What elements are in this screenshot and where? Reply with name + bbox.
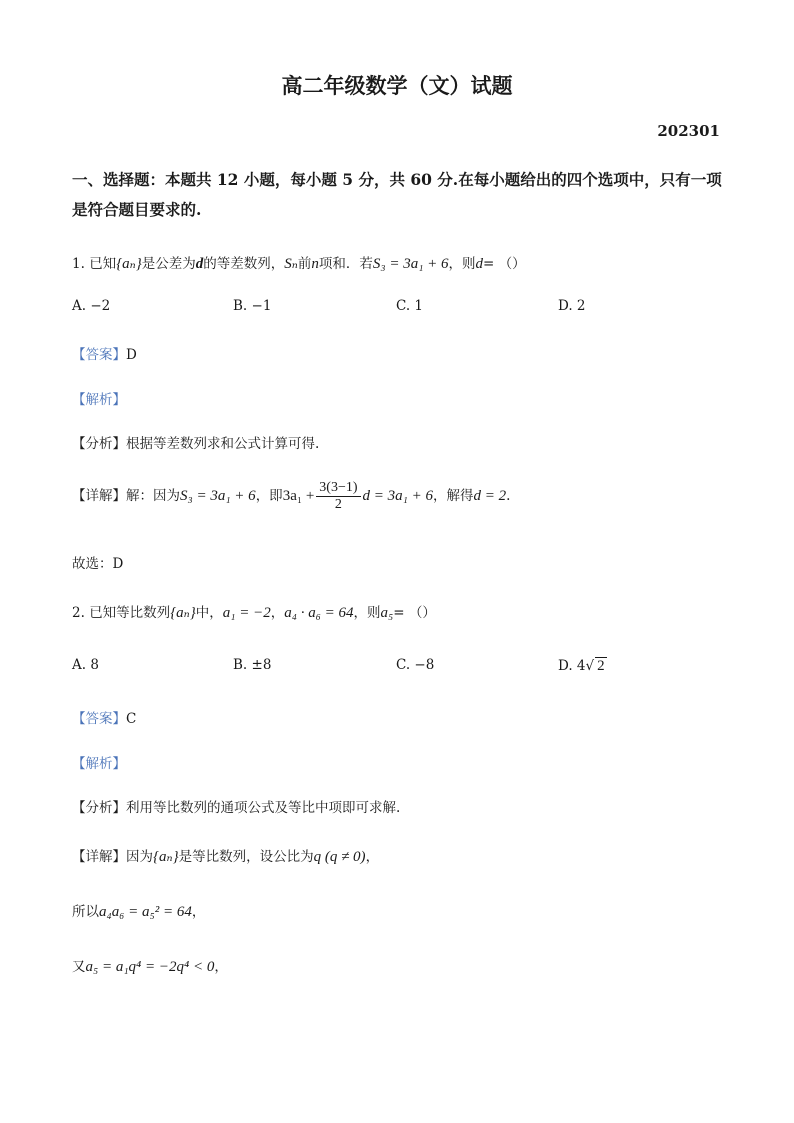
fraction: $\frac{3(3-1)}{2}$ bbox=[316, 480, 360, 513]
option-d: D. 4√ 2 bbox=[558, 658, 605, 674]
detailed-solution: 【详解】因为{aₙ}是等比数列，设公比为q (q ≠ 0)， bbox=[72, 849, 380, 865]
exam-code: 202301 bbox=[657, 122, 720, 140]
sqrt-symbol: √ bbox=[585, 658, 595, 674]
answer-line: 【答案】C bbox=[72, 711, 137, 727]
option-b: B. −1 bbox=[233, 298, 272, 314]
choice-conclusion: 故选：D bbox=[72, 556, 124, 572]
solution-step: 又a₅ = a₁q⁴ = −2q⁴ < 0， bbox=[72, 959, 228, 975]
analysis-summary: 【分析】根据等差数列求和公式计算可得. bbox=[72, 436, 320, 452]
option-a: A. 8 bbox=[72, 657, 99, 673]
question-number: 2. bbox=[72, 605, 85, 621]
question-number: 1. bbox=[72, 256, 85, 272]
analysis-summary: 【分析】利用等比数列的通项公式及等比中项即可求解. bbox=[72, 800, 401, 816]
solution-step: 所以a₄a₆ = a₅² = 64， bbox=[72, 904, 206, 920]
analysis-tag: 【解析】 bbox=[72, 392, 126, 408]
option-c: C. −8 bbox=[396, 657, 435, 673]
detailed-solution: 【详解】解：因为S₃ = 3a₁ + 6，即3a₁ + $\frac{3(3-1)}{2}$ d = 3a₁ + 6，解得d = 2. bbox=[72, 480, 511, 512]
answer-tag: 【答案】 bbox=[72, 711, 126, 727]
option-c: C. 1 bbox=[396, 298, 424, 314]
analysis-tag: 【解析】 bbox=[72, 756, 126, 772]
option-a: A. −2 bbox=[72, 298, 111, 314]
option-d: D. 2 bbox=[558, 298, 586, 314]
question-1-stem: 1. 已知{aₙ}是公差为d的等差数列，Sₙ前n项和．若S₃ = 3a₁ + 6，则d= （） bbox=[72, 256, 526, 272]
page-title: 高二年级数学（文）试题 bbox=[281, 73, 513, 98]
answer-tag: 【答案】 bbox=[72, 347, 126, 363]
answer-line: 【答案】D bbox=[72, 347, 137, 363]
question-2-stem: 2. 已知等比数列{aₙ}中，a₁ = −2，a₄ · a₆ = 64，则a₅= （） bbox=[72, 605, 436, 621]
section-heading: 一、选择题：本题共 12 小题，每小题 5 分，共 60 分.在每小题给出的四个选项中，只有一项是符合题目要求的. bbox=[72, 170, 722, 219]
option-b: B. ±8 bbox=[233, 657, 272, 673]
